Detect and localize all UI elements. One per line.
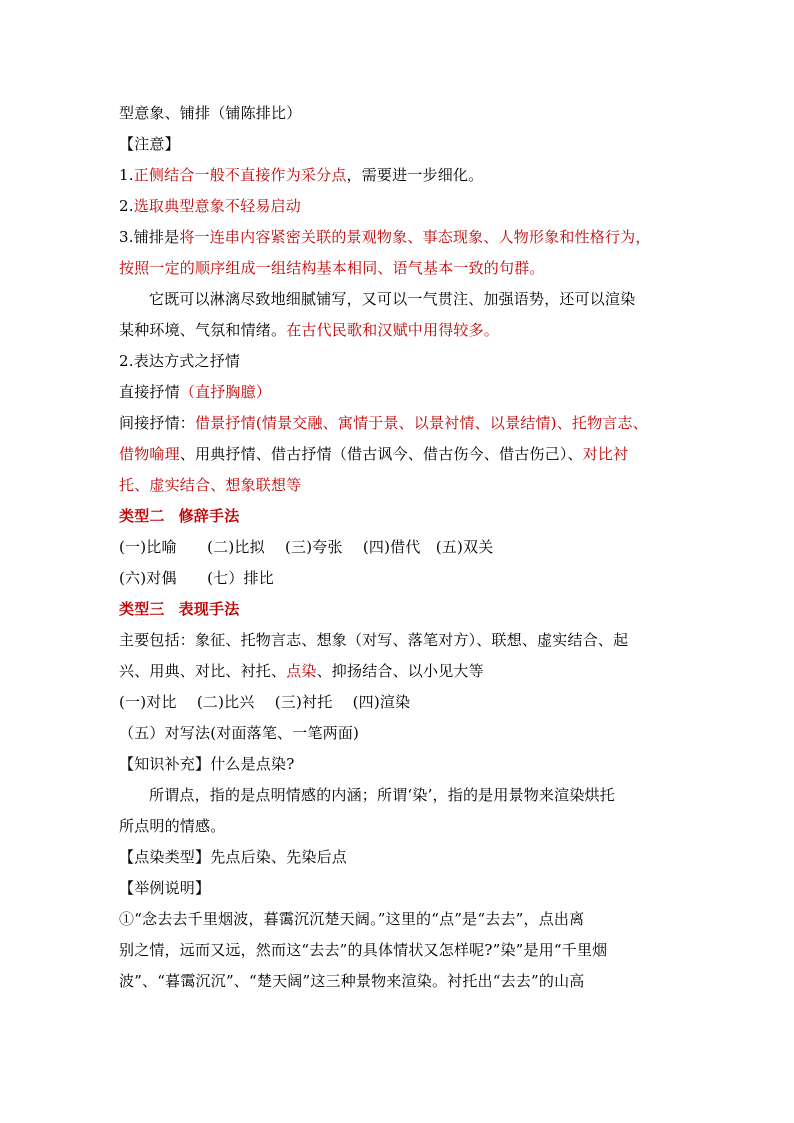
text-span: 、用典抒情、借古抒情（借古讽今、借古伤今、借古伤己）、	[179, 445, 583, 463]
text-span: 【点染类型】先点后染、先染后点	[119, 848, 348, 866]
heading-title: 表现手法	[178, 600, 240, 618]
emphasis-span: 正侧结合一般不直接作为采分点	[133, 166, 347, 184]
emphasis-span: 对比衬	[582, 445, 629, 463]
section-heading-types	[119, 842, 679, 873]
text-line	[119, 284, 679, 315]
emphasis-span: 将一连串内容紧密关联的景观物象、事态现象、人物形象和性格行为，	[179, 228, 651, 246]
text-span: 波”、“暮霭沉沉”、“楚天阔”这三种景物来渲染。衬托出“去去”的山高	[119, 972, 585, 990]
text-line	[119, 966, 679, 997]
section-heading-lyric	[119, 346, 679, 377]
text-line	[119, 253, 679, 284]
text-line	[119, 439, 679, 470]
text-span: (六)对偶 (七）排比	[119, 569, 274, 587]
text-span: (一)对比 (二)比兴 (三)衬托 (四)渲染	[119, 693, 411, 711]
text-line	[119, 935, 679, 966]
text-span: 主要包括：象征、托物言志、想象（对写、落笔对方）、联想、虚实结合、起	[119, 631, 629, 649]
section-heading-note	[119, 129, 679, 160]
text-line	[119, 98, 679, 129]
text-line	[119, 532, 679, 563]
text-span: 2.	[119, 197, 134, 215]
text-span: 【知识补充】什么是点染?	[119, 755, 295, 773]
text-line	[119, 718, 679, 749]
text-span: 3.铺排是	[119, 228, 180, 246]
text-line	[119, 563, 679, 594]
text-span: (一)比喻 (二)比拟 (三)夸张 (四)借代 (五)双关	[119, 538, 494, 556]
section-heading-type2	[119, 501, 679, 532]
text-span: 它既可以淋漓尽致地细腻铺写，又可以一气贯注、加强语势，还可以渲染	[149, 290, 636, 308]
text-line	[119, 377, 679, 408]
heading-title: 修辞手法	[178, 507, 240, 525]
emphasis-span: 点染	[286, 662, 317, 680]
heading-label: 类型三	[119, 600, 165, 618]
text-span: 型意象、铺排（铺陈排比）	[119, 104, 302, 122]
emphasis-span: 选取典型意象不轻易启动	[133, 197, 301, 215]
section-heading-type3	[119, 594, 679, 625]
text-line	[119, 470, 679, 501]
text-line	[119, 687, 679, 718]
section-heading-example	[119, 873, 679, 904]
text-span: 【注意】	[119, 135, 180, 153]
text-line	[119, 656, 679, 687]
emphasis-span: 借物喻理	[119, 445, 180, 463]
text-span: 【举例说明】	[119, 879, 211, 897]
text-span: 兴、用典、对比、衬托、	[119, 662, 287, 680]
text-span: 1.	[119, 166, 134, 184]
text-line	[119, 625, 679, 656]
text-span: 间接抒情：	[119, 414, 196, 432]
text-line	[119, 315, 679, 346]
text-span: 、抑扬结合、以小见大等	[316, 662, 484, 680]
emphasis-span: 借景抒情(情景交融、寓情于景、以景衬情、以景结情)、托物言志、	[195, 414, 648, 432]
text-span: 所点明的情感。	[119, 817, 226, 835]
emphasis-span: 托、虚实结合、想象联想等	[119, 476, 302, 494]
text-line	[119, 811, 679, 842]
text-span: （五）对写法(对面落笔、一笔两面)	[119, 724, 360, 742]
text-line	[119, 408, 679, 439]
text-span: ①“念去去千里烟波，暮霭沉沉楚天阔。”这里的“点”是“去去”，点出离	[119, 910, 585, 928]
text-line	[119, 191, 679, 222]
text-line	[119, 780, 679, 811]
emphasis-span: 按照一定的顺序组成一组结构基本相同、语气基本一致的句群。	[119, 259, 545, 277]
text-span: ，需要进一步细化。	[346, 166, 484, 184]
document-page	[119, 98, 679, 997]
text-span: 某种环境、气氛和情绪。	[119, 321, 287, 339]
emphasis-span: 在古代民歌和汉赋中用得较多。	[286, 321, 500, 339]
text-line	[119, 222, 679, 253]
section-heading-knowledge	[119, 749, 679, 780]
heading-label: 类型二	[119, 507, 165, 525]
text-span: 别之情，远而又远，然而这“去去”的具体情状又怎样呢?”染”是用“千里烟	[119, 941, 608, 959]
text-line	[119, 904, 679, 935]
text-line	[119, 160, 679, 191]
emphasis-span: （直抒胸臆）	[179, 383, 272, 401]
text-span: 直接抒情	[119, 383, 180, 401]
text-span: 所谓点，指的是点明情感的内涵；所谓‘染’，指的是用景物来渲染烘托	[149, 786, 615, 804]
text-span: 2.表达方式之抒情	[119, 352, 241, 370]
